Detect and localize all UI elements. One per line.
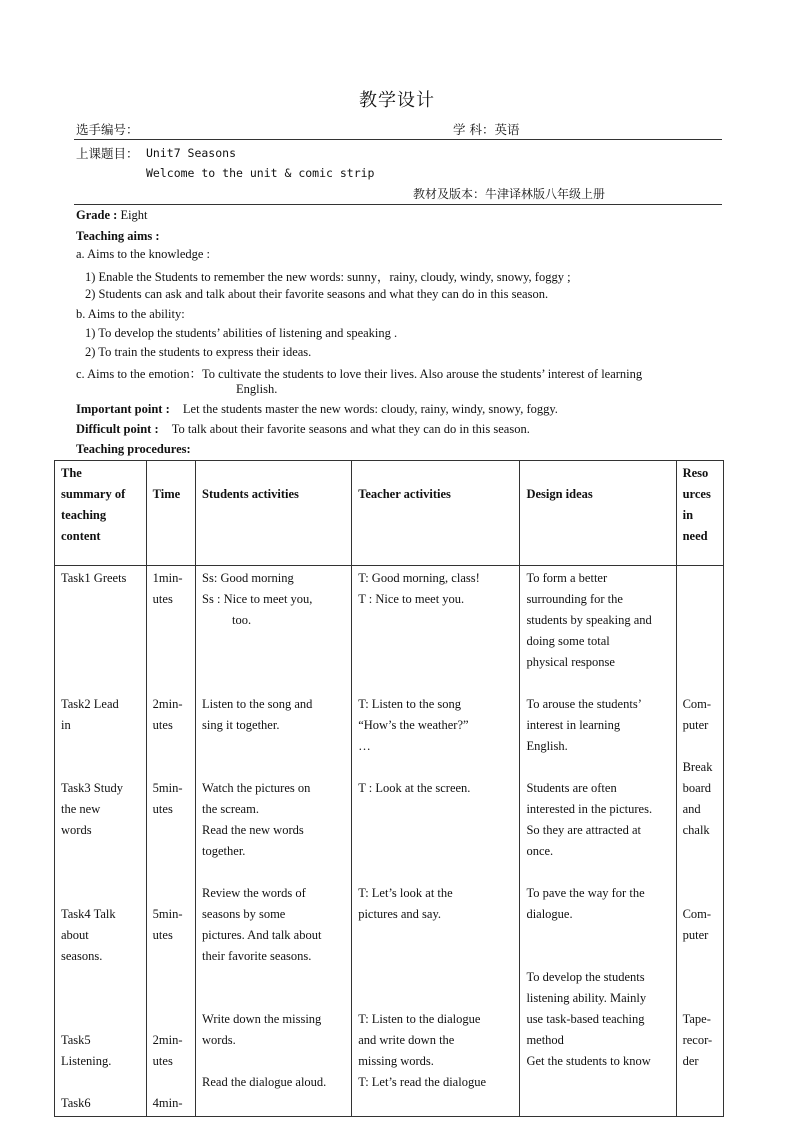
page-title: 教学设计 <box>359 90 435 111</box>
table-header-row <box>55 461 724 566</box>
cell-resources: Com- puter Break board and chalk Com- puter Tape- recor- der <box>676 566 723 1117</box>
cell-design: To form a better surrounding for the students by speaking and doing some total physical response To arouse the students’ interest in learning English. Students are often interested in the pictures. So they are attracted at once. To pave the way for the dialogue. To develop the students listening ability. Mainly use task-based teaching method Get the students to know <box>520 566 676 1117</box>
difficult-point <box>76 422 530 437</box>
aims-knowledge-1: 1) Enable the Students to remember the new words: sunny，rainy, cloudy, windy, snowy, foggy ; <box>85 270 571 284</box>
subject-label: 学 科：英语 <box>453 122 520 137</box>
important-text: Let the students master the new words: cloudy, rainy, windy, snowy, foggy. <box>182 402 558 416</box>
lesson-subtitle: Welcome to the unit & comic strip <box>146 166 375 180</box>
header-resources: Reso urces in need <box>676 461 723 566</box>
aims-knowledge-2: 2) Students can ask and talk about their favorite seasons and what they can do in this season. <box>85 287 549 301</box>
procedures-label: Teaching procedures: <box>76 442 191 456</box>
aims-ability-2: 2) To train the students to express their ideas. <box>85 345 312 359</box>
header-rule-2 <box>74 204 722 205</box>
aims-knowledge: a. Aims to the knowledge : <box>76 247 211 261</box>
grade-label: Grade : <box>76 208 118 222</box>
difficult-text: To talk about their favorite seasons and what they can do in this season. <box>171 422 530 436</box>
cell-times: 1min- utes 2min- utes 5min- utes 5min- utes 2min- utes 4min- <box>146 566 195 1117</box>
aims-emotion: c. Aims to the emotion：To cultivate the students to love their lives. Also arouse the students’ interest of learning <box>76 367 643 381</box>
aims-ability: b. Aims to the ability: <box>76 307 185 321</box>
difficult-label: Difficult point : <box>76 422 159 436</box>
important-point <box>76 402 558 417</box>
contestant-label: 选手编号： <box>76 122 139 137</box>
aims-label: Teaching aims : <box>76 229 160 243</box>
header-rule-1 <box>74 139 722 140</box>
textbook-info: 教材及版本：牛津译林版八年级上册 <box>413 187 606 201</box>
header-time: Time <box>146 461 195 566</box>
lesson-label: 上课题目： <box>76 146 139 161</box>
grade-line <box>76 208 148 223</box>
header-teacher: Teacher activities <box>352 461 520 566</box>
header-design: Design ideas <box>520 461 676 566</box>
important-label: Important point : <box>76 402 170 416</box>
grade-value: Eight <box>120 208 148 222</box>
header-summary: The summary of teaching content <box>55 461 147 566</box>
procedures-table <box>54 460 724 1117</box>
cell-tasks: Task1 Greets Task2 Lead in Task3 Study the new words Task4 Talk about seasons. Task5 Listening. Task6 <box>55 566 147 1117</box>
cell-students: Ss: Good morning Ss : Nice to meet you, too. Listen to the song and sing it together. Watch the pictures on the scream. Read the new words together. Review the words of seasons by some pictures. And talk about their favorite seasons. Write down the missing words. Read the dialogue aloud. <box>196 566 352 1117</box>
aims-emotion-cont: English. <box>236 382 278 396</box>
cell-teacher: T: Good morning, class! T : Nice to meet you. T: Listen to the song “How’s the weather?” … T : Look at the screen. T: Let’s look at the pictures and say. T: Listen to the dialogue and write down the missing words. T: Let’s read the dialogue <box>352 566 520 1117</box>
header-students: Students activities <box>196 461 352 566</box>
aims-ability-1: 1) To develop the students’ abilities of listening and speaking . <box>85 326 398 340</box>
lesson-title: Unit7 Seasons <box>146 146 237 160</box>
table-row-body <box>55 566 724 1117</box>
